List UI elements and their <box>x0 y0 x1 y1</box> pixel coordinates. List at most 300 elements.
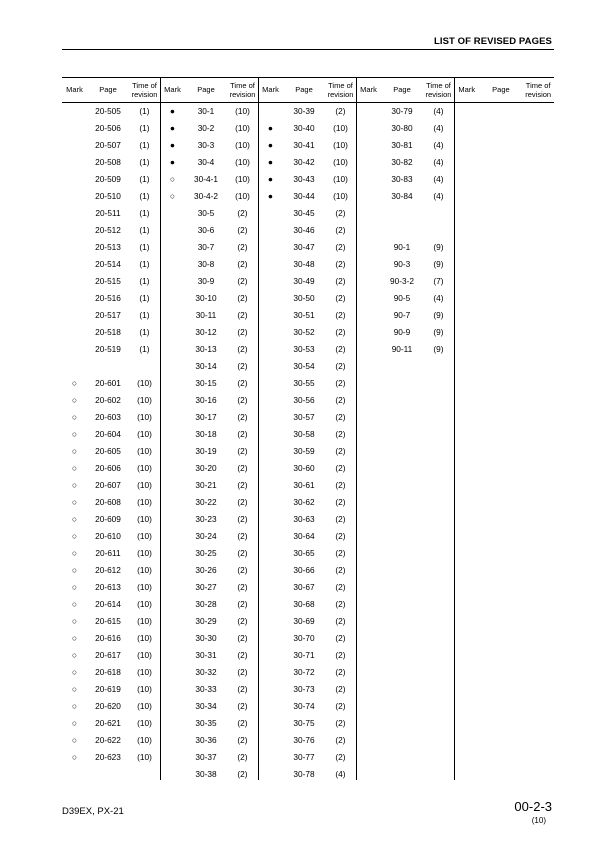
time-of-revision-cell: (2) <box>335 242 346 252</box>
page-cell: 20-506 <box>95 123 121 133</box>
page-cell: 20-612 <box>95 565 121 575</box>
time-of-revision-cell: (4) <box>335 769 346 779</box>
page-cell: 30-77 <box>293 752 315 762</box>
mark-cell: ○ <box>71 463 78 473</box>
time-of-revision-cell: (1) <box>139 310 150 320</box>
time-of-revision-cell: (4) <box>433 174 444 184</box>
time-of-revision-cell: (2) <box>237 531 248 541</box>
mark-cell <box>160 596 185 613</box>
mark-cell <box>160 477 185 494</box>
page-cell: 30-67 <box>293 582 315 592</box>
column-group-separator <box>454 77 455 780</box>
time-of-revision-cell: (2) <box>237 293 248 303</box>
page-cell: 30-38 <box>195 769 217 779</box>
mark-cell <box>62 222 87 239</box>
mark-cell: ● <box>267 123 274 133</box>
page-cell: 20-517 <box>95 310 121 320</box>
time-of-revision-cell: (10) <box>137 395 152 405</box>
page-cell: 30-23 <box>195 514 217 524</box>
mark-cell: ○ <box>71 684 78 694</box>
time-of-revision-cell: (2) <box>335 531 346 541</box>
time-of-revision-header: Time of revision <box>525 80 552 99</box>
time-of-revision-cell: (2) <box>335 565 346 575</box>
time-of-revision-cell: (9) <box>433 259 444 269</box>
page-cell: 20-519 <box>95 344 121 354</box>
page-cell: 90-9 <box>393 327 411 337</box>
page-cell: 30-49 <box>293 276 315 286</box>
page-cell: 20-515 <box>95 276 121 286</box>
time-of-revision-cell: (2) <box>335 310 346 320</box>
time-of-revision-cell: (2) <box>335 327 346 337</box>
page-cell: 30-64 <box>293 531 315 541</box>
page-cell: 30-68 <box>293 599 315 609</box>
mark-cell <box>356 222 381 239</box>
time-of-revision-cell: (1) <box>139 344 150 354</box>
time-of-revision-cell: (2) <box>237 259 248 269</box>
page-cell: 30-55 <box>293 378 315 388</box>
mark-cell <box>258 341 283 358</box>
page-cell: 30-12 <box>195 327 217 337</box>
model-name: D39EX, PX-21 <box>62 806 124 817</box>
time-of-revision-cell: (2) <box>335 480 346 490</box>
time-of-revision-cell: (2) <box>237 735 248 745</box>
page-cell: 30-50 <box>293 293 315 303</box>
page-cell: 30-40 <box>293 123 315 133</box>
mark-cell <box>258 494 283 511</box>
mark-cell <box>258 698 283 715</box>
mark-cell <box>62 358 87 375</box>
time-of-revision-cell: (7) <box>433 276 444 286</box>
page-cell: 30-13 <box>195 344 217 354</box>
page-cell: 90-7 <box>393 310 411 320</box>
mark-cell <box>160 562 185 579</box>
mark-cell: ○ <box>71 718 78 728</box>
mark-cell <box>160 749 185 766</box>
page-cell: 30-19 <box>195 446 217 456</box>
time-of-revision-cell: (2) <box>335 616 346 626</box>
mark-cell: ● <box>267 191 274 201</box>
mark-cell <box>160 375 185 392</box>
mark-cell <box>258 528 283 545</box>
mark-header: Mark <box>66 85 83 94</box>
mark-cell <box>62 239 87 256</box>
time-of-revision-cell: (10) <box>137 667 152 677</box>
time-of-revision-cell: (2) <box>237 412 248 422</box>
time-of-revision-cell: (2) <box>335 497 346 507</box>
mark-cell <box>160 409 185 426</box>
time-of-revision-cell <box>129 358 160 375</box>
mark-cell <box>160 341 185 358</box>
page-cell: 20-505 <box>95 106 121 116</box>
time-of-revision-cell: (2) <box>237 378 248 388</box>
time-of-revision-header: Time of revision <box>327 80 354 99</box>
time-of-revision-cell: (4) <box>433 293 444 303</box>
page-cell: 30-34 <box>195 701 217 711</box>
time-of-revision-cell: (2) <box>335 361 346 371</box>
page-cell: 30-24 <box>195 531 217 541</box>
time-of-revision-cell: (10) <box>235 191 250 201</box>
time-of-revision-cell: (2) <box>237 769 248 779</box>
page-cell: 30-80 <box>391 123 413 133</box>
mark-cell <box>258 477 283 494</box>
mark-cell <box>356 273 381 290</box>
mark-cell <box>258 324 283 341</box>
mark-cell: ○ <box>71 412 78 422</box>
mark-cell <box>62 137 87 154</box>
mark-cell <box>160 545 185 562</box>
page-cell: 30-53 <box>293 344 315 354</box>
page-cell: 20-602 <box>95 395 121 405</box>
page-cell: 20-512 <box>95 225 121 235</box>
page-cell: 20-615 <box>95 616 121 626</box>
mark-cell: ● <box>169 123 176 133</box>
page-cell: 20-623 <box>95 752 121 762</box>
mark-cell: ○ <box>71 667 78 677</box>
page-cell: 90-5 <box>393 293 411 303</box>
mark-cell: ○ <box>71 633 78 643</box>
mark-cell <box>258 256 283 273</box>
mark-cell <box>160 647 185 664</box>
mark-cell: ○ <box>169 191 176 201</box>
time-of-revision-cell: (10) <box>137 514 152 524</box>
mark-cell: ● <box>169 106 176 116</box>
page-cell: 30-56 <box>293 395 315 405</box>
time-of-revision-cell: (9) <box>433 242 444 252</box>
time-of-revision-cell: (10) <box>137 650 152 660</box>
mark-cell: ○ <box>71 395 78 405</box>
mark-cell <box>62 273 87 290</box>
mark-cell <box>258 511 283 528</box>
time-of-revision-cell: (2) <box>335 225 346 235</box>
mark-cell <box>160 460 185 477</box>
mark-cell <box>356 256 381 273</box>
time-of-revision-cell: (1) <box>139 140 150 150</box>
time-of-revision-cell: (2) <box>335 684 346 694</box>
mark-cell <box>160 443 185 460</box>
time-of-revision-cell: (10) <box>333 157 348 167</box>
mark-cell <box>258 358 283 375</box>
mark-cell: ○ <box>71 735 78 745</box>
mark-header: Mark <box>360 85 377 94</box>
mark-cell <box>258 307 283 324</box>
page-cell: 20-510 <box>95 191 121 201</box>
mark-cell <box>62 205 87 222</box>
time-of-revision-cell: (2) <box>237 327 248 337</box>
page-header: Page <box>393 85 411 94</box>
page-cell: 30-76 <box>293 735 315 745</box>
page-cell: 30-63 <box>293 514 315 524</box>
mark-cell: ● <box>169 140 176 150</box>
page-cell: 30-35 <box>195 718 217 728</box>
time-of-revision-cell: (2) <box>237 565 248 575</box>
time-of-revision-cell: (2) <box>335 446 346 456</box>
page-cell <box>87 358 129 375</box>
time-of-revision-cell: (1) <box>139 191 150 201</box>
page-cell: 30-47 <box>293 242 315 252</box>
page-number: 00-2-3 <box>514 799 552 814</box>
mark-cell: ○ <box>71 599 78 609</box>
time-of-revision-cell: (10) <box>137 463 152 473</box>
mark-cell <box>160 358 185 375</box>
mark-cell <box>356 307 381 324</box>
time-of-revision-header: Time of revision <box>425 80 452 99</box>
mark-cell <box>356 290 381 307</box>
page-cell: 20-606 <box>95 463 121 473</box>
mark-cell: ○ <box>71 378 78 388</box>
mark-cell <box>160 307 185 324</box>
time-of-revision-cell: (10) <box>235 157 250 167</box>
time-of-revision-cell: (10) <box>137 480 152 490</box>
mark-cell: ○ <box>71 650 78 660</box>
mark-cell <box>258 426 283 443</box>
mark-cell <box>160 698 185 715</box>
page-cell: 20-603 <box>95 412 121 422</box>
time-of-revision-cell: (10) <box>333 191 348 201</box>
page-cell: 30-71 <box>293 650 315 660</box>
time-of-revision-cell: (2) <box>335 208 346 218</box>
page-cell: 20-616 <box>95 633 121 643</box>
page-cell: 30-61 <box>293 480 315 490</box>
time-of-revision-cell: (2) <box>335 701 346 711</box>
page-cell: 20-514 <box>95 259 121 269</box>
time-of-revision-cell: (2) <box>237 701 248 711</box>
page-cell: 20-508 <box>95 157 121 167</box>
page-cell: 30-73 <box>293 684 315 694</box>
page-cell: 30-57 <box>293 412 315 422</box>
page-cell: 30-72 <box>293 667 315 677</box>
time-of-revision-cell: (10) <box>137 718 152 728</box>
page-cell: 30-11 <box>195 310 217 320</box>
page-cell: 30-48 <box>293 259 315 269</box>
time-of-revision-cell: (1) <box>139 293 150 303</box>
page-cell: 20-511 <box>95 208 121 218</box>
time-of-revision-cell: (10) <box>333 123 348 133</box>
mark-cell <box>258 613 283 630</box>
mark-cell <box>160 324 185 341</box>
page-cell: 30-17 <box>195 412 217 422</box>
page-cell: 30-7 <box>197 242 215 252</box>
time-of-revision-cell: (2) <box>335 599 346 609</box>
page-cell: 20-617 <box>95 650 121 660</box>
mark-cell <box>160 494 185 511</box>
mark-cell <box>62 103 87 120</box>
page-cell: 30-32 <box>195 667 217 677</box>
mark-cell <box>356 154 381 171</box>
time-of-revision-cell: (2) <box>237 633 248 643</box>
time-of-revision-cell: (10) <box>137 616 152 626</box>
page-cell: 20-507 <box>95 140 121 150</box>
time-of-revision-cell: (10) <box>333 140 348 150</box>
page-cell: 30-62 <box>293 497 315 507</box>
mark-cell <box>258 596 283 613</box>
time-of-revision-cell: (2) <box>335 429 346 439</box>
time-of-revision-cell: (10) <box>137 684 152 694</box>
time-of-revision-cell: (2) <box>335 752 346 762</box>
page-cell: 30-4 <box>197 157 215 167</box>
time-of-revision-cell: (2) <box>335 395 346 405</box>
mark-cell <box>160 681 185 698</box>
time-of-revision-cell: (2) <box>335 463 346 473</box>
mark-cell: ○ <box>71 582 78 592</box>
time-of-revision-cell: (10) <box>137 582 152 592</box>
page-cell: 30-43 <box>293 174 315 184</box>
time-of-revision-cell: (2) <box>335 293 346 303</box>
time-of-revision-cell: (2) <box>237 344 248 354</box>
time-of-revision-cell: (9) <box>433 310 444 320</box>
time-of-revision-cell: (10) <box>137 412 152 422</box>
mark-cell <box>258 375 283 392</box>
time-of-revision-cell: (2) <box>237 684 248 694</box>
time-of-revision-cell: (10) <box>137 429 152 439</box>
time-of-revision-cell: (2) <box>335 735 346 745</box>
time-of-revision-cell: (2) <box>335 344 346 354</box>
page-cell: 30-52 <box>293 327 315 337</box>
mark-cell <box>258 562 283 579</box>
page-cell: 20-619 <box>95 684 121 694</box>
mark-cell <box>160 579 185 596</box>
mark-cell <box>160 239 185 256</box>
mark-cell <box>356 188 381 205</box>
mark-cell <box>258 766 283 783</box>
page-cell: 30-18 <box>195 429 217 439</box>
page-cell: 30-65 <box>293 548 315 558</box>
page-cell: 30-46 <box>293 225 315 235</box>
mark-cell: ○ <box>71 429 78 439</box>
mark-cell <box>258 392 283 409</box>
time-of-revision-cell: (2) <box>237 616 248 626</box>
page-cell: 20-518 <box>95 327 121 337</box>
time-of-revision-cell: (2) <box>237 395 248 405</box>
time-of-revision-cell: (1) <box>139 174 150 184</box>
page-cell: 30-58 <box>293 429 315 439</box>
mark-cell <box>160 273 185 290</box>
title-rule <box>62 49 554 50</box>
time-of-revision-cell: (2) <box>335 667 346 677</box>
time-of-revision-cell: (10) <box>137 701 152 711</box>
mark-cell <box>258 732 283 749</box>
time-of-revision-cell: (2) <box>237 718 248 728</box>
time-of-revision-cell: (4) <box>433 191 444 201</box>
mark-cell <box>62 324 87 341</box>
mark-cell <box>160 392 185 409</box>
page-cell: 30-44 <box>293 191 315 201</box>
mark-cell <box>160 664 185 681</box>
time-of-revision-cell: (4) <box>433 123 444 133</box>
time-of-revision-cell: (10) <box>137 378 152 388</box>
page-cell: 20-513 <box>95 242 121 252</box>
page-cell: 30-75 <box>293 718 315 728</box>
page-cell: 20-611 <box>95 548 121 558</box>
mark-cell <box>258 222 283 239</box>
page-cell: 30-3 <box>197 140 215 150</box>
page-cell: 20-610 <box>95 531 121 541</box>
time-of-revision-cell <box>423 205 454 222</box>
time-of-revision-cell: (1) <box>139 276 150 286</box>
time-of-revision-cell: (10) <box>137 446 152 456</box>
time-of-revision-cell: (4) <box>433 157 444 167</box>
mark-cell: ○ <box>71 701 78 711</box>
page-cell: 30-37 <box>195 752 217 762</box>
mark-cell <box>258 647 283 664</box>
page-cell: 30-5 <box>197 208 215 218</box>
time-of-revision-cell: (2) <box>237 225 248 235</box>
page-cell: 30-36 <box>195 735 217 745</box>
mark-cell <box>258 460 283 477</box>
page-cell: 30-29 <box>195 616 217 626</box>
time-of-revision-cell: (2) <box>335 582 346 592</box>
time-of-revision-cell: (2) <box>237 752 248 762</box>
mark-cell <box>356 205 381 222</box>
mark-cell <box>160 205 185 222</box>
time-of-revision-cell: (10) <box>333 174 348 184</box>
time-of-revision-cell: (1) <box>139 157 150 167</box>
page-cell: 30-15 <box>195 378 217 388</box>
mark-cell: ○ <box>71 616 78 626</box>
page-cell: 30-69 <box>293 616 315 626</box>
page-cell: 30-74 <box>293 701 315 711</box>
page-cell: 30-10 <box>195 293 217 303</box>
mark-cell <box>258 273 283 290</box>
mark-cell <box>160 613 185 630</box>
mark-cell <box>62 188 87 205</box>
page-cell: 30-45 <box>293 208 315 218</box>
page-cell: 30-26 <box>195 565 217 575</box>
page-cell: 90-3-2 <box>390 276 414 286</box>
page-cell: 30-16 <box>195 395 217 405</box>
page-cell: 30-79 <box>391 106 413 116</box>
page-cell: 90-1 <box>393 242 411 252</box>
time-of-revision-cell: (2) <box>237 463 248 473</box>
mark-cell: ● <box>267 157 274 167</box>
time-of-revision-cell: (2) <box>335 259 346 269</box>
mark-cell <box>160 732 185 749</box>
time-of-revision-cell: (4) <box>433 140 444 150</box>
time-of-revision-cell: (2) <box>335 633 346 643</box>
mark-cell <box>258 443 283 460</box>
time-of-revision-header: Time of revision <box>131 80 158 99</box>
time-of-revision-cell: (9) <box>433 344 444 354</box>
mark-cell: ○ <box>71 446 78 456</box>
page-cell: 30-31 <box>195 650 217 660</box>
page-cell: 20-516 <box>95 293 121 303</box>
page-cell: 30-54 <box>293 361 315 371</box>
page-cell: 30-1 <box>197 106 215 116</box>
page-cell: 30-33 <box>195 684 217 694</box>
time-of-revision-cell: (1) <box>139 242 150 252</box>
page-cell: 30-4-1 <box>194 174 218 184</box>
time-of-revision-cell: (2) <box>335 548 346 558</box>
mark-cell <box>258 664 283 681</box>
page-cell: 20-614 <box>95 599 121 609</box>
mark-cell <box>160 256 185 273</box>
mark-cell: ○ <box>71 531 78 541</box>
time-of-revision-cell <box>423 222 454 239</box>
mark-cell <box>62 307 87 324</box>
time-of-revision-cell: (1) <box>139 225 150 235</box>
time-of-revision-cell: (1) <box>139 327 150 337</box>
time-of-revision-cell: (10) <box>235 106 250 116</box>
page-cell: 30-60 <box>293 463 315 473</box>
time-of-revision-cell: (2) <box>335 378 346 388</box>
mark-cell: ○ <box>71 548 78 558</box>
time-of-revision-cell: (10) <box>137 633 152 643</box>
page-cell: 30-20 <box>195 463 217 473</box>
mark-cell <box>258 545 283 562</box>
time-of-revision-cell: (2) <box>335 718 346 728</box>
time-of-revision-cell: (2) <box>237 208 248 218</box>
time-of-revision-cell: (10) <box>235 123 250 133</box>
page-cell: 90-11 <box>391 344 413 354</box>
